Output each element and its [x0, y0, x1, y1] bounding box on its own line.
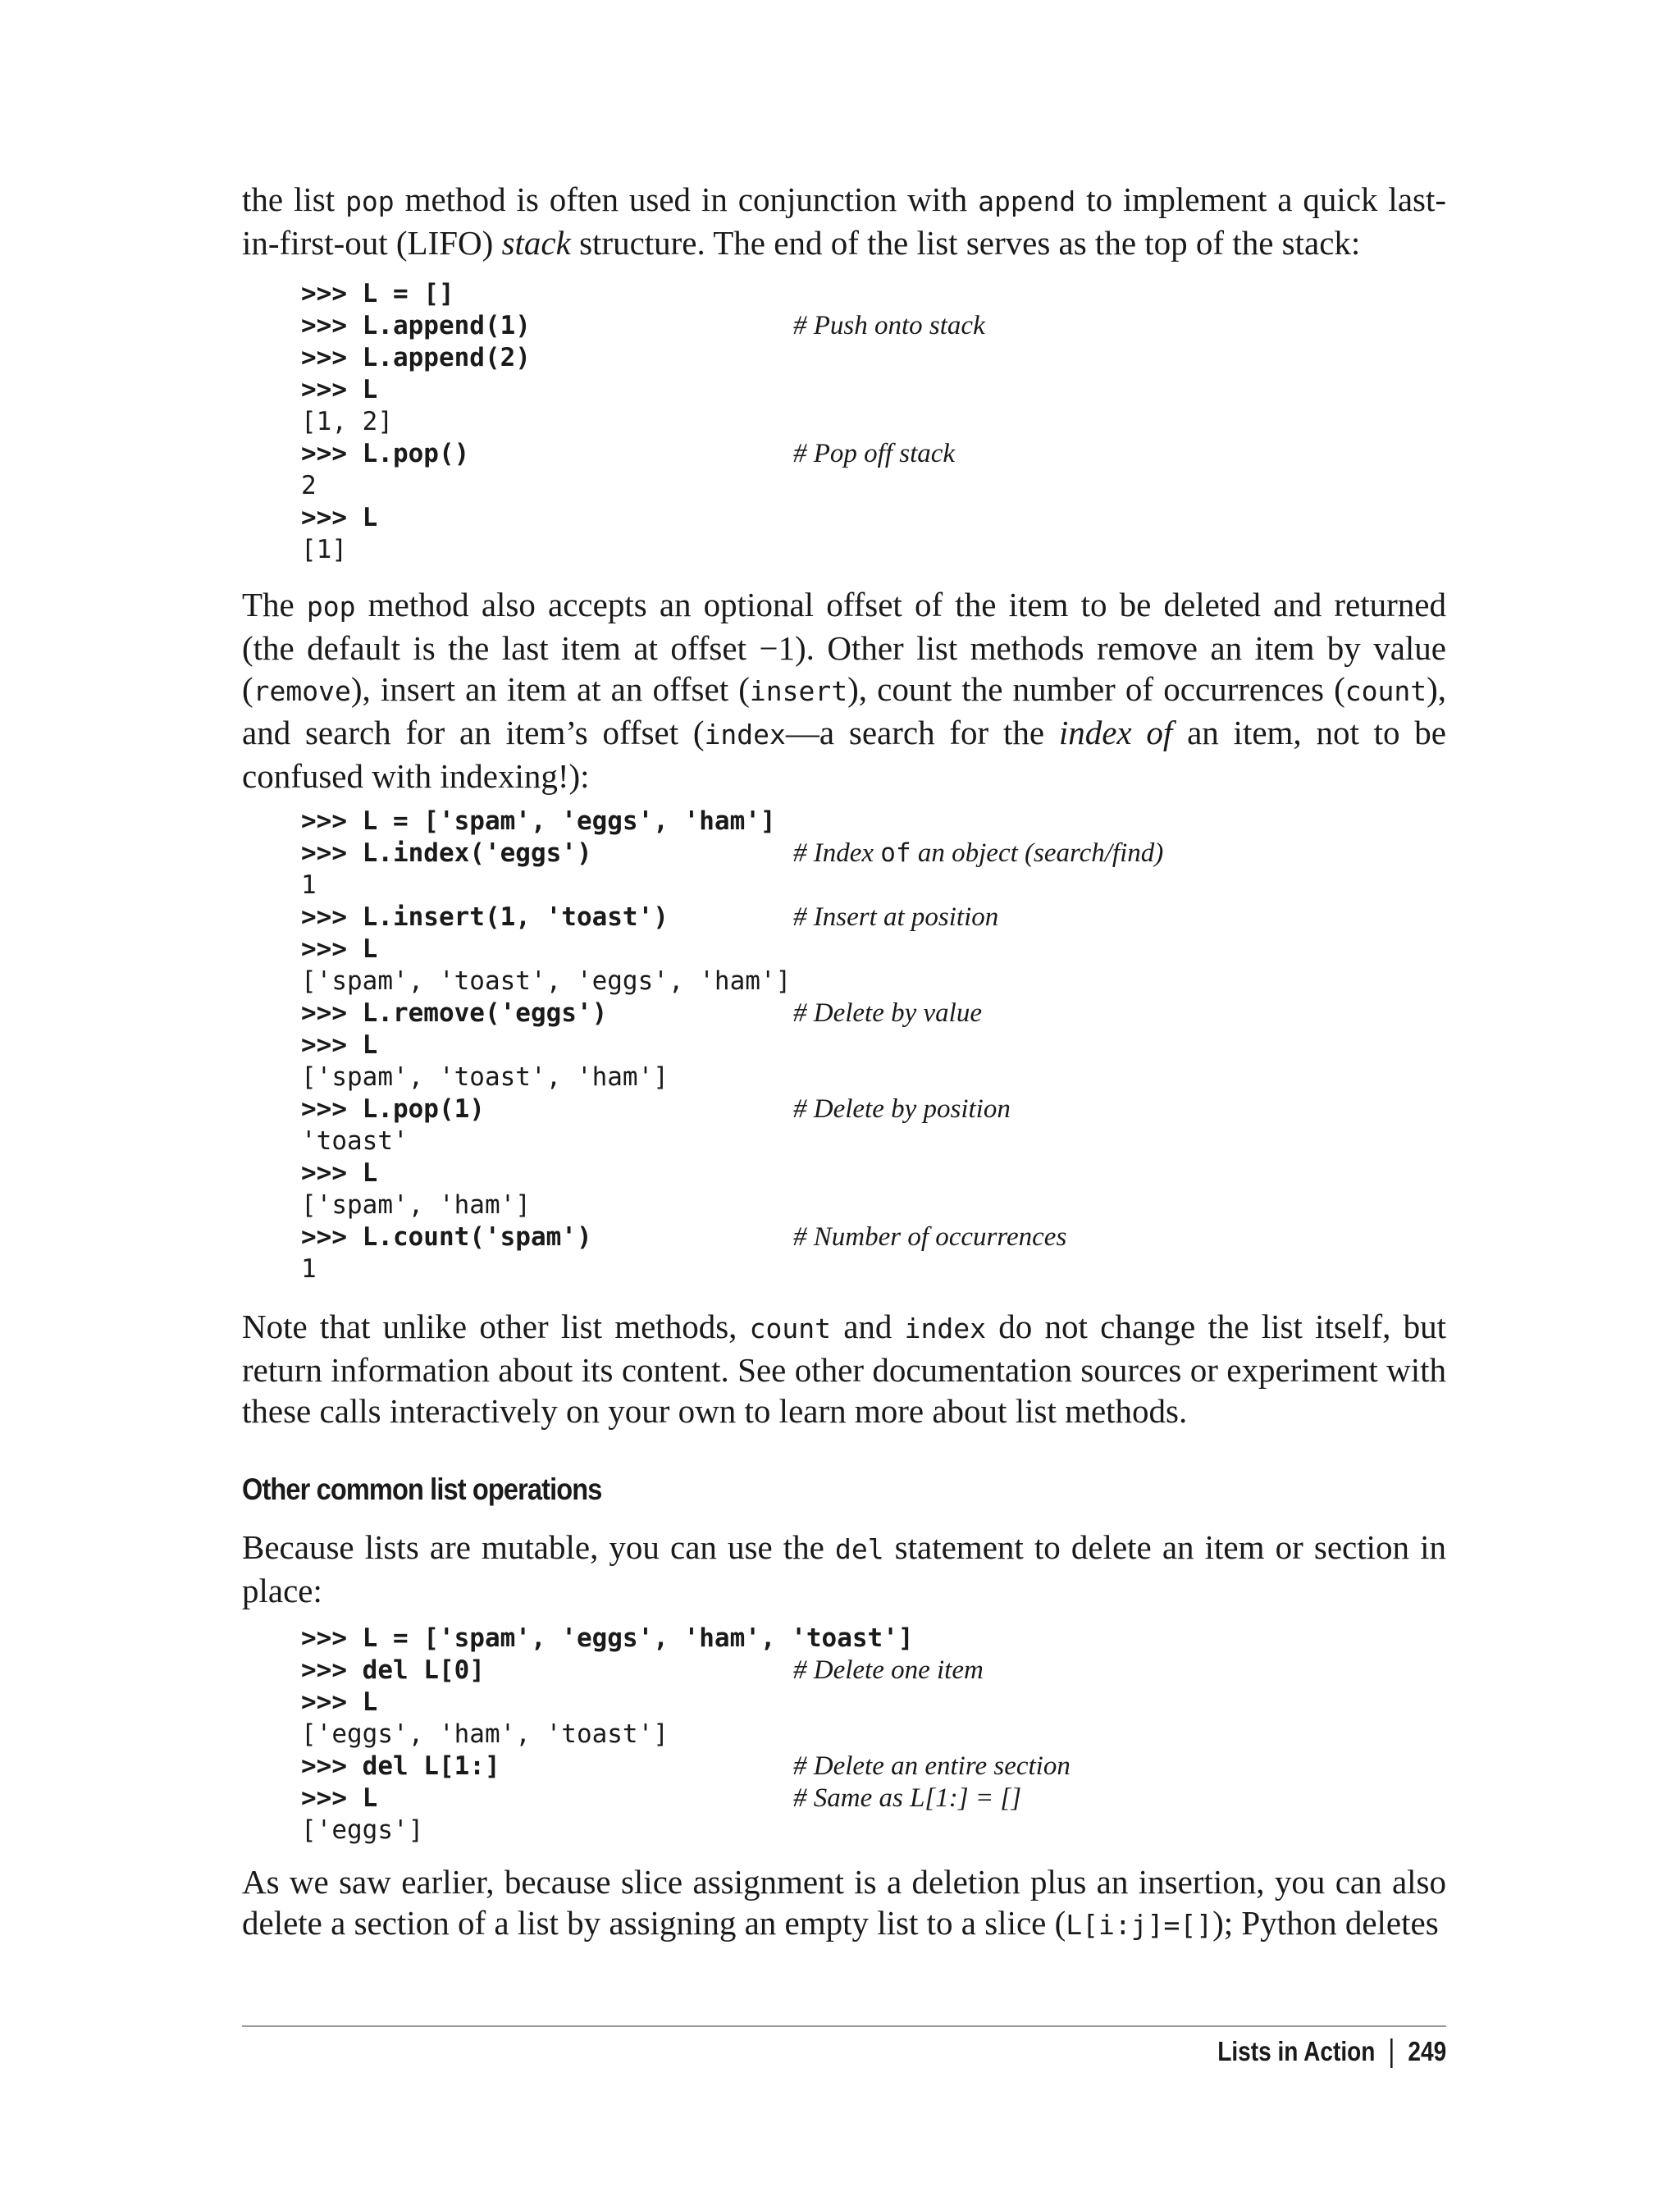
code-input-line	[301, 1623, 1614, 1655]
code-command: >>> L.append(1)	[301, 311, 531, 340]
paragraph-stack-intro: the list pop method is often used in conjunction with append to implement a quick last-in-first-out (LIFO) stack structure. The end of the list serves as the top of the stack:	[242, 180, 1447, 262]
code-output: 'toast'	[301, 1126, 409, 1156]
code-input-line	[301, 502, 1614, 534]
page-footer	[1217, 2036, 1446, 2068]
code-command: >>> L.append(2)	[301, 343, 531, 372]
code-output-line	[301, 1125, 1614, 1157]
code-input-line	[301, 278, 1614, 310]
code-append: append	[978, 185, 1076, 217]
code-input-line	[301, 1093, 1614, 1125]
code-input-line	[301, 998, 1614, 1029]
code-command: >>> L	[301, 375, 378, 404]
code-output: ['spam', 'ham']	[301, 1190, 531, 1220]
paragraph-del-statement: Because lists are mutable, you can use the del statement to delete an item or section in place:	[242, 1528, 1446, 1609]
code-block-stack	[301, 278, 1614, 566]
code-input-line	[301, 1783, 1614, 1815]
code-output-line	[301, 1061, 1614, 1093]
code-input-line	[301, 1751, 1614, 1783]
footer-section-title: Lists in Action	[1217, 2036, 1376, 2066]
code-command: >>> L = []	[301, 279, 454, 308]
code-comment: # Delete one item	[793, 1655, 984, 1685]
code-output-line	[301, 534, 1614, 566]
code-command: >>> L	[301, 503, 378, 532]
code-input-line	[301, 934, 1614, 966]
code-input-line	[301, 1157, 1614, 1189]
code-input-line	[301, 310, 1614, 342]
code-input-line	[301, 1029, 1614, 1061]
code-command: >>> L	[301, 1030, 378, 1060]
code-output: 1	[301, 870, 317, 900]
code-output: [1]	[301, 535, 347, 564]
code-command: >>> L.index('eggs')	[301, 838, 592, 868]
code-output-line	[301, 1719, 1614, 1751]
footer-divider	[242, 2025, 1446, 2027]
code-input-line	[301, 1687, 1614, 1719]
code-command: >>> L	[301, 1158, 378, 1188]
code-output-line	[301, 470, 1614, 502]
code-command: >>> L.remove('eggs')	[301, 998, 608, 1028]
code-output-line	[301, 1189, 1614, 1221]
code-input-line	[301, 374, 1614, 406]
code-command: >>> L	[301, 1783, 378, 1813]
code-block-del	[301, 1623, 1614, 1847]
code-output: ['spam', 'toast', 'ham']	[301, 1062, 669, 1092]
code-output: ['eggs']	[301, 1815, 424, 1845]
code-input-line	[301, 902, 1614, 934]
code-comment: # Same as L[1:] = []	[793, 1783, 1022, 1813]
code-output-line	[301, 406, 1614, 438]
code-input-line	[301, 438, 1614, 470]
code-input-line	[301, 1655, 1614, 1687]
code-comment: # Number of occurrences	[793, 1222, 1067, 1252]
code-command: >>> L = ['spam', 'eggs', 'ham']	[301, 806, 776, 836]
footer-separator	[1390, 2038, 1393, 2068]
code-command: >>> L = ['spam', 'eggs', 'ham', 'toast']	[301, 1623, 914, 1653]
code-command: >>> L	[301, 934, 378, 964]
code-output: [1, 2]	[301, 407, 393, 436]
code-output: ['spam', 'toast', 'eggs', 'ham']	[301, 966, 792, 996]
code-output: 1	[301, 1254, 317, 1284]
code-comment: # Index of an object (search/find)	[793, 838, 1164, 868]
code-input-line	[301, 806, 1614, 838]
code-output: 2	[301, 471, 317, 500]
code-comment: # Delete by value	[793, 998, 982, 1028]
code-input-line	[301, 1221, 1614, 1253]
emphasis-stack: stack	[501, 224, 571, 262]
code-command: >>> L.pop(1)	[301, 1094, 485, 1124]
code-comment: # Insert at position	[793, 902, 999, 932]
section-heading: Other common list operations	[242, 1472, 602, 1506]
code-comment: # Pop off stack	[793, 439, 956, 468]
code-output-line	[301, 966, 1614, 998]
paragraph-count-index-note: Note that unlike other list methods, count and index do not change the list itself, but return information about its content. See other documentation sources or experiment with these calls interactively on your own to learn more about list methods.	[242, 1308, 1447, 1430]
code-comment: # Push onto stack	[793, 311, 985, 340]
paragraph-slice-deletion: As we saw earlier, because slice assignment is a deletion plus an insertion, you can also delete a section of a list by assigning an empty list to a slice (L[i:j]=[]); Python deletes	[242, 1863, 1446, 1942]
code-command: >>> del L[0]	[301, 1655, 485, 1685]
code-output-line	[301, 1253, 1614, 1285]
code-comment: # Delete an entire section	[793, 1751, 1071, 1781]
code-output-line	[301, 870, 1614, 902]
paragraph-list-methods: The pop method also accepts an optional offset of the item to be deleted and returned (the default is the last item at offset −1). Other list methods remove an item by value (remove), insert an item at an offset (insert), count the number of occurrences (count), and search for an item’s offset (index—a search for the index of an item, not to be confused with indexing!):	[242, 586, 1446, 795]
page-number: 249	[1408, 2036, 1446, 2066]
code-output-line	[301, 1815, 1614, 1847]
code-command: >>> del L[1:]	[301, 1751, 500, 1781]
code-output: ['eggs', 'ham', 'toast']	[301, 1719, 669, 1749]
code-comment: # Delete by position	[793, 1094, 1011, 1124]
code-input-line	[301, 838, 1614, 870]
code-command: >>> L	[301, 1687, 378, 1717]
code-command: >>> L.insert(1, 'toast')	[301, 902, 669, 932]
code-command: >>> L.pop()	[301, 439, 470, 468]
code-input-line	[301, 342, 1614, 374]
code-command: >>> L.count('spam')	[301, 1222, 592, 1252]
code-pop: pop	[345, 185, 395, 217]
code-block-list-methods	[301, 806, 1614, 1285]
